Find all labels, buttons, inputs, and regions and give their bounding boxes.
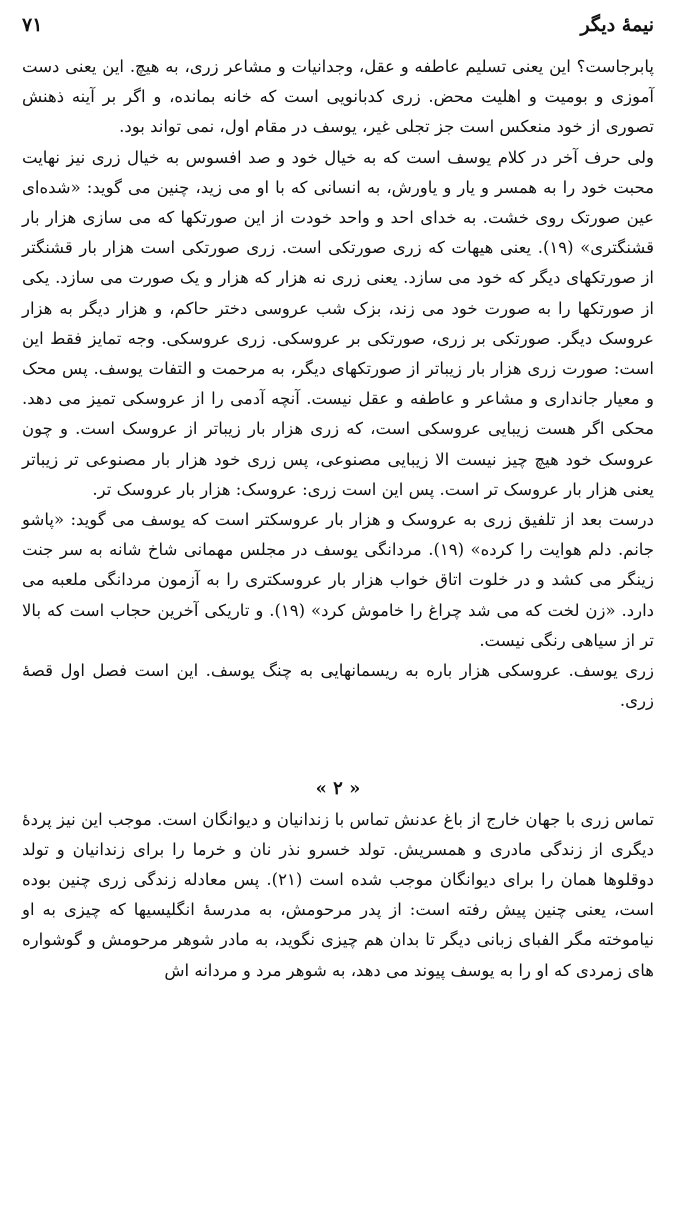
body-text — [22, 52, 654, 986]
section-spacer — [22, 716, 654, 774]
section-number: « ۲ » — [315, 778, 361, 800]
paragraph-4: زری یوسف. عروسکی هزار باره به ریسمانهایی به چنگ یوسف. این است فصل اول قصهٔ زری. — [22, 661, 654, 711]
page-number: ۷۱ — [22, 14, 43, 36]
paragraph-5: تماس زری با جهان خارج از باغ عدنش تماس با زندانیان و دیوانگان است. موجب این نیز پردهٔ دیگری از زندگی مادری و همسریش. تولد خسرو نذر نان و خرما را برای زندانیان و تولد دوقلوها همان را برای دیوانگان موجب شده است (۲۱). پس معادله زندگی زری چنین بوده است، یعنی چنین پیش رفته است: از پدر مرحومش، به مدرسهٔ انگلیسیها که چیزی به او نیاموخته مگر الفبای زبانی دیگر تا بدان هم چیزی نگوید، به مادر شوهر مرحومش و گوشواره های زمردی که او را به یوسف پیوند می دهد، به شوهر مرد و مردانه اش — [22, 809, 654, 980]
paragraph-3: درست بعد از تلفیق زری به عروسک و هزار بار عروسکتر است که یوسف می گوید: «پاشو جانم. دلم هوایت را کرده» (۱۹). مردانگی یوسف در مجلس مهمانی شاخ شانه به سر جنت زینگر می کشد و در خلوت اتاق خواب هزار بار عروسکتری را به آزمون مردانگی ملعبه می دارد. «زن لخت که می شد چراغ را خاموش کرد» (۱۹). و تاریکی آخرین حجاب است که بالا تر از سیاهی رنگی نیست. — [22, 510, 655, 650]
paragraph-2: ولی حرف آخر در کلام یوسف است که به خیال خود و صد افسوس به خیال زری نیز نهایت محبت خود را به همسر و یار و یاورش، به انسانی که با او می زید، چنین می گوید: «شده‌ای عین صورتک روی خشت. به خدای احد و واحد خودت از این صورتکها که می سازی هزار بار قشنگتری» (۱۹). یعنی هیهات که زری صورتکی است. زری صورتکی است هزار بار قشنگتر از صورتکهای دیگر که خود می سازد. یعنی زری نه هزار که هزار و یک صورت می سازد. یکی از صورتکها را به صورت خود می زند، بزک شب عروسی دختر حاکم، و هزار دیگر به هزار عروسک دیگر. صورتکی بر زری، صورتکی بر عروسکی. زری عروسکی. وجه تمایز فقط این است: صورت زری هزار بار زیباتر از صورتکهای دیگر، به مرحمت و التفات یوسف. پس محک و معیار جانداری و مشاعر و عاطفه و عقل نیست. آنچه آدمی را از عروسکی تمیز می دهد. محکی اگر هست زیبایی عروسکی است، که زری هزار بار زیباتر از عروسک است. و چون عروسک خود هیچ چیز نیست الا زیبایی مصنوعی، پس زری خود هزار بار مصنوعی تر زیباتر یعنی هزار بار عروسک تر است. پس این است زری: عروسک: هزار بار عروسک تر. — [22, 147, 654, 499]
running-head — [22, 10, 654, 40]
paragraph-1: پابرجاست؟ این یعنی تسلیم عاطفه و عقل، وجدانیات و مشاعر زری، به هیچ. این یعنی دست آموزی و بومیت و اهلیت محض. زری کدبانویی است که خانه بمانده، و اگر بر آینه ذهنش تصوری از خود منعکس است جز تجلی غیر، یوسف در مقام اول، نمی تواند بود. — [22, 57, 654, 137]
running-title: نیمهٔ دیگر — [580, 14, 654, 36]
